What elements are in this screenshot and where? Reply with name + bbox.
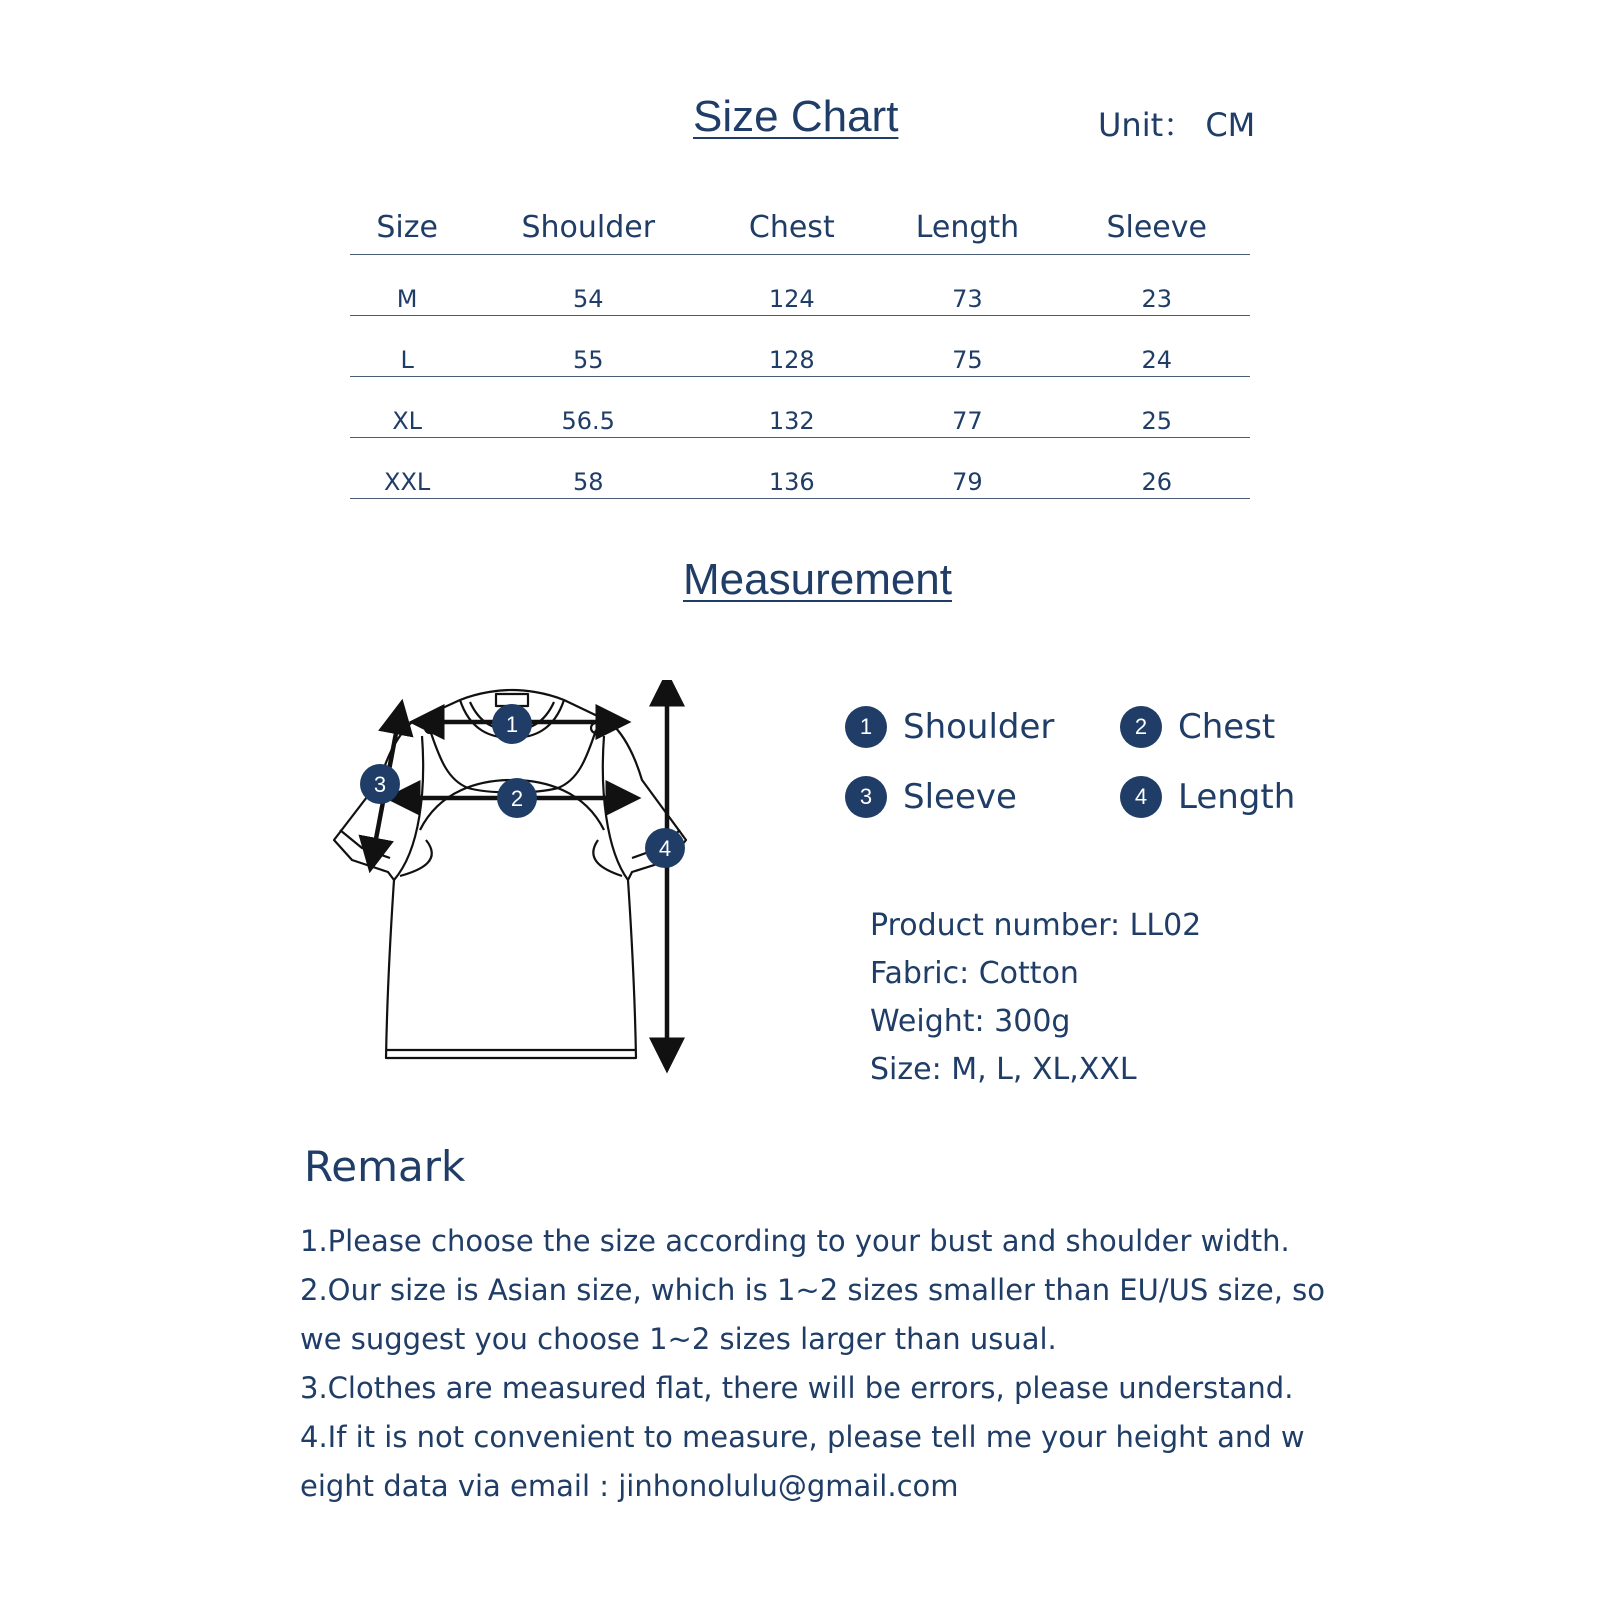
badge-chest (497, 778, 537, 818)
badge-sleeve (360, 764, 400, 804)
table-cell: 54 (464, 255, 712, 316)
legend-label: Chest (1178, 707, 1276, 747)
remark-line: 1.Please choose the size according to your bust and shoulder width. (300, 1224, 1290, 1258)
legend-badge: 3 (845, 776, 887, 818)
fabric: Fabric: Cotton (870, 956, 1079, 991)
svg-text:2: 2 (510, 786, 524, 811)
table-cell: 77 (871, 377, 1063, 438)
size-chart-title: Size Chart (693, 92, 899, 141)
table-cell: 56.5 (464, 377, 712, 438)
column-header: Chest (712, 200, 871, 255)
weight: Weight: 300g (870, 1004, 1071, 1039)
legend-badge: 4 (1120, 776, 1162, 818)
available-sizes: Size: M, L, XL,XXL (870, 1052, 1137, 1087)
table-cell: L (350, 316, 464, 377)
remark-line: we suggest you choose 1~2 sizes larger than usual. (300, 1322, 1057, 1356)
measurement-title: Measurement (683, 555, 953, 604)
remark-list (300, 1217, 1360, 1511)
column-header: Sleeve (1063, 200, 1250, 255)
table-row (350, 316, 1250, 377)
legend-chest (1120, 706, 1275, 748)
size-table (350, 200, 1250, 499)
remark-line: eight data via email : jinhonolulu@gmail.com (300, 1469, 959, 1503)
unit-label: Unit： CM (1098, 106, 1256, 144)
table-cell: 136 (712, 438, 871, 499)
column-header: Length (871, 200, 1063, 255)
legend-label: Sleeve (903, 777, 1017, 817)
table-cell: 128 (712, 316, 871, 377)
table-cell: 26 (1063, 438, 1250, 499)
legend-sleeve (845, 776, 1017, 818)
remark-line: 3.Clothes are measured flat, there will be errors, please understand. (300, 1371, 1294, 1405)
column-header: Size (350, 200, 464, 255)
svg-text:1: 1 (505, 712, 519, 737)
table-cell: XL (350, 377, 464, 438)
legend-badge: 2 (1120, 706, 1162, 748)
tshirt-outline (334, 690, 686, 1058)
legend-badge: 1 (845, 706, 887, 748)
svg-text:3: 3 (373, 772, 387, 797)
remark-line: 4.If it is not convenient to measure, please tell me your height and w (300, 1420, 1305, 1454)
tshirt-diagram (330, 680, 720, 1100)
table-cell: 25 (1063, 377, 1250, 438)
table-row (350, 377, 1250, 438)
table-cell: M (350, 255, 464, 316)
table-cell: 23 (1063, 255, 1250, 316)
table-cell: XXL (350, 438, 464, 499)
table-row (350, 438, 1250, 499)
table-cell: 124 (712, 255, 871, 316)
table-cell: 132 (712, 377, 871, 438)
product-number: Product number: LL02 (870, 908, 1202, 943)
legend-label: Shoulder (903, 707, 1055, 747)
table-row (350, 255, 1250, 316)
remark-line: 2.Our size is Asian size, which is 1~2 sizes smaller than EU/US size, so (300, 1273, 1325, 1307)
table-cell: 24 (1063, 316, 1250, 377)
table-cell: 75 (871, 316, 1063, 377)
legend-length (1120, 776, 1295, 818)
column-header: Shoulder (464, 200, 712, 255)
table-cell: 58 (464, 438, 712, 499)
badge-shoulder (492, 704, 532, 744)
table-cell: 73 (871, 255, 1063, 316)
legend-label: Length (1178, 777, 1296, 817)
remark-title: Remark (304, 1142, 466, 1191)
svg-text:4: 4 (658, 836, 672, 861)
table-cell: 55 (464, 316, 712, 377)
badge-length (645, 828, 685, 868)
table-header-row (350, 200, 1250, 255)
legend-shoulder (845, 706, 1054, 748)
table-cell: 79 (871, 438, 1063, 499)
